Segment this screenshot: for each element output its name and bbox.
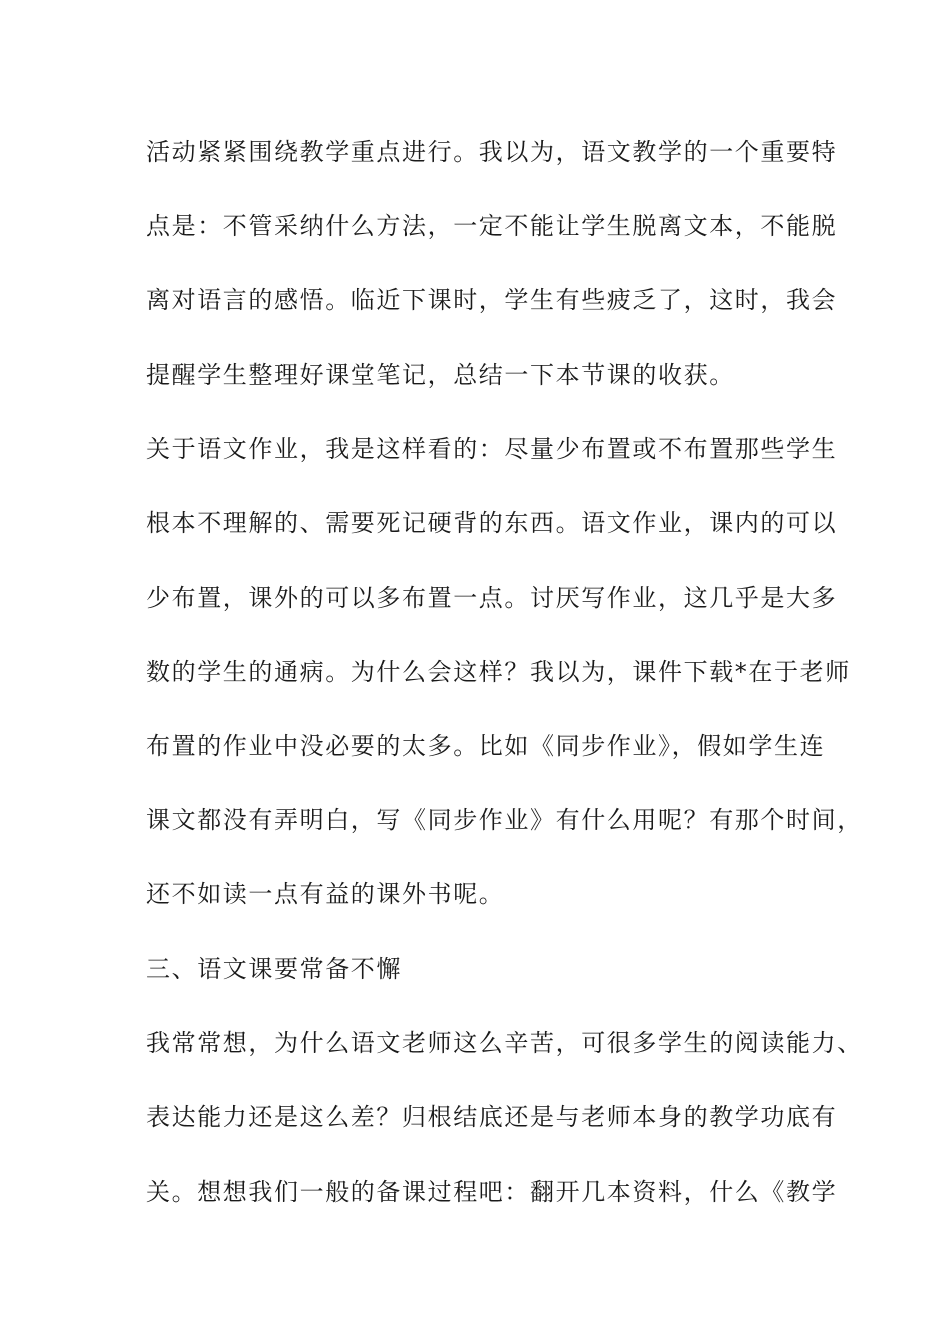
text-line: 离对语言的感悟。临近下课时，学生有些疲乏了，这时，我会	[146, 286, 838, 314]
text-line: 还不如读一点有益的课外书呢。	[146, 880, 505, 908]
paragraph-start-line: 我常常想，为什么语文老师这么辛苦，可很多学生的阅读能力、	[146, 1029, 863, 1057]
text-line: 点是：不管采纳什么方法，一定不能让学生脱离文本，不能脱	[146, 212, 838, 240]
text-line: 提醒学生整理好课堂笔记，总结一下本节课的收获。	[146, 361, 735, 389]
section-heading: 三、语文课要常备不懈	[146, 955, 402, 983]
text-line: 活动紧紧围绕教学重点进行。我以为，语文教学的一个重要特	[146, 138, 838, 166]
text-line: 根本不理解的、需要死记硬背的东西。语文作业，课内的可以	[146, 509, 838, 537]
text-line: 少布置，课外的可以多布置一点。讨厌写作业，这几乎是大多	[146, 584, 838, 612]
paragraph-start-line: 关于语文作业，我是这样看的：尽量少布置或不布置那些学生	[146, 435, 838, 463]
text-line: 表达能力还是这么差？归根结底还是与老师本身的教学功底有	[146, 1103, 838, 1131]
text-line: 数的学生的通病。为什么会这样？我以为，课件下载*在于老师	[146, 658, 851, 686]
text-line: 布置的作业中没必要的太多。比如《同步作业》，假如学生连	[146, 732, 826, 760]
text-line: 课文都没有弄明白，写《同步作业》有什么用呢？有那个时间，	[146, 806, 863, 834]
text-line: 关。想想我们一般的备课过程吧：翻开几本资料，什么《教学	[146, 1178, 838, 1206]
